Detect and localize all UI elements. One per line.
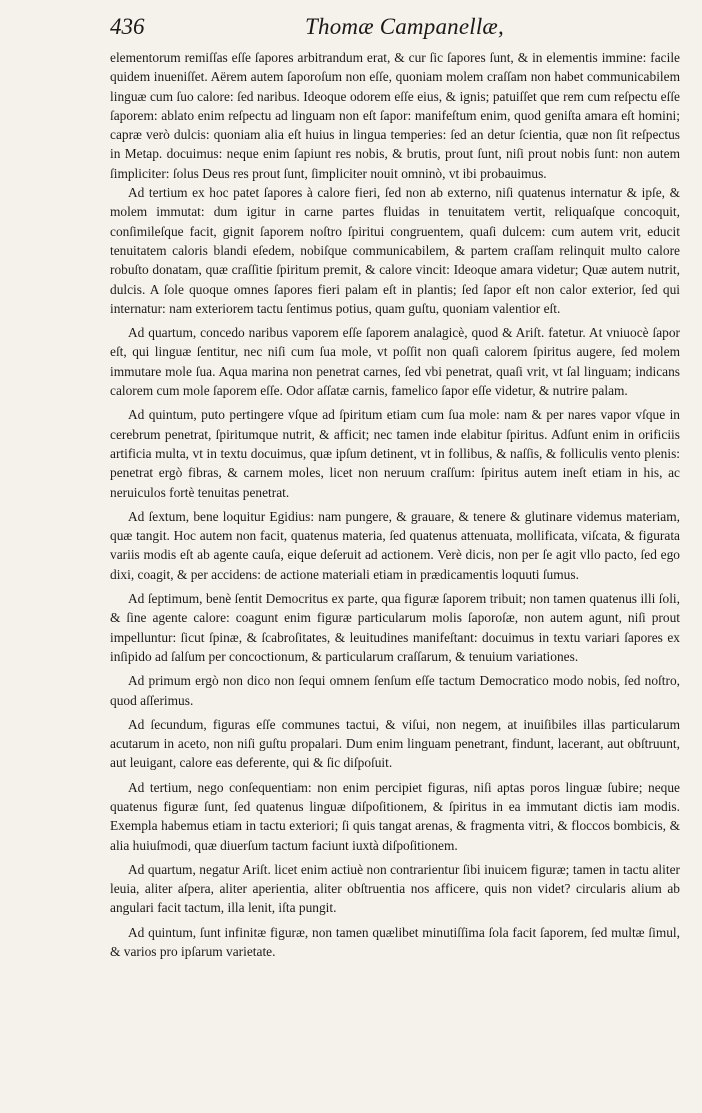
paragraph-ad-septimum: Ad ſeptimum, benè ſentit Democritus ex parte, qua figuræ ſaporem tribuit; non tamen quatenus illi ſoli, & ſine agente calore: coagunt enim figuræ particularum molis ſaporoſæ, non autem agunt, niſi prout impelluntur: ſicut ſpinæ, & ſcabroſitates, & leuitudines manifeſtant: docuimus in textu variari ſapores ex inſipido ad ſalſum per concoctionum, & particularum craſſarum, & tenuium variationes. bbox=[110, 591, 680, 664]
paragraph-ad-tertium-1: Ad tertium ex hoc patet ſapores à calore fieri, ſed non ab externo, niſi quatenus internatur & ipſe, & molem immutat: dum igitur in carne partes fluidas in tenuitatem vertit, reliquaſque concoquit, conſimileſque facit, gignit ſaporem noſtro ſpiritui congruentem, quaſi dulcem: cum autem vrit, educit tenuitatem caloris blandi eſedem, nobiſque communicabilem, & partem craſſam relinquit multo calore robuſto donatam, quæ craſſitie ſpiritum premit, & calore vincit: Ideoque amara videtur; Quæ autem nutrit, dulcis. A ſole quoque omnes ſapores fieri palam eſt in plantis; ſed ſapor eſt non calor exterior, ſed qui internatur: nam exteriorem tactu ſentimus potius, quam guſtu, quoniam valentior eſt. bbox=[110, 185, 680, 316]
body-text bbox=[110, 48, 680, 961]
paragraph-ad-quartum-2: Ad quartum, negatur Ariſt. licet enim actiuè non contrarientur ſibi inuicem figuræ; tamen in tactu aliter leuia, aliter aſpera, aliter aperientia, aliter obſtruentia nos afficere, quis non videt? circularis alium ab angulari facit tactum, illa lenit, iſta pungit. bbox=[110, 861, 680, 916]
page-header bbox=[110, 14, 662, 50]
paragraph-ad-sextum: Ad ſextum, bene loquitur Egidius: nam pungere, & grauare, & tenere & glutinare videmus materiam, quæ tangit. Hoc autem non facit, quatenus materia, ſed quatenus attenuata, mollificata, viſcata, & figurata variis modis eſt ab agente cauſa, eique deſeruit ad actionem. Verè dicis, non per ſe agit vllo pacto, ſed ego dixi, coagit, & per accidens: de actione materiali etiam in prædicamentis loquuti ſumus. bbox=[110, 508, 680, 582]
paragraph-ad-quintum-1: Ad quintum, puto pertingere vſque ad ſpiritum etiam cum ſua mole: nam & per nares vapor vſque in cerebrum penetrat, ſpiritumque nutrit, & afficit; nec tamen inde elabitur ſpiritus. Adſunt enim in orificiis artificia multa, vt in textu docuimus, quæ ipſum detinent, vt in follibus, & naſſis, & folliculis vento plenis: penetrat ergò fibras, & carnem moles, licet non neruum craſſum: ſpiritus autem ineſt etiam in his, ac neruiculos fortè tenuitas penetrat. bbox=[110, 407, 680, 500]
paragraph-ad-quartum-1: Ad quartum, concedo naribus vaporem eſſe ſaporem analagicè, quod & Ariſt. fatetur. At vniuocè ſapor eſt, qui linguæ ſentitur, nec niſi cum ſua mole, vt poſſit non quaſi calorem ſpiritus augere, ſed molem immutare mole ſua. Aqua marina non penetrat carnes, ſed vbi penetrat, quaſi vrit, vt ſal linguam; indicans calorem cum mole ſaporem eſſe. Odor aſſatæ carnis, famelico ſapor eſſe videtur, & nutrire palam. bbox=[110, 325, 680, 399]
running-head: Thomæ Campanellæ, bbox=[305, 14, 504, 39]
page-number: 436 bbox=[110, 14, 145, 39]
paragraph-continuation: elementorum remiſſas eſſe ſapores arbitrandum erat, & cur ſic ſapores ſunt, & in elementis immine: facile quidem inueniſſet. Aërem autem ſaporoſum non eſſe, quoniam molem craſſam non habet communicabilem linguæ cum ſuo calore: ſed naribus. Ideoque odorem eſſe eius, & ignis; patuiſſet que rem cum reſpectu eſſe ſaporem: ablato enim reſpectu ad linguam non eſt ſapor: manifeſtum enim, quod geniſta amara eſt homini; capræ verò dulcis: quoniam alia eſt huius in lingua temperies: ſed an detur ſcientia, quæ non ſit reſpectus in Metap. docuimus: neque enim ſapiunt res nobis, & brutis, prout ſunt, niſi prout nobis ſunt: non autem ſimpliciter: ſolus Deus res prout ſunt, ſimpliciter nouit omninò, vt ibi probauimus. bbox=[110, 50, 680, 181]
paragraph-ad-primum: Ad primum ergò non dico non ſequi omnem ſenſum eſſe tactum Democratico modo nobis, ſed noſtro, quod aſſerimus. bbox=[110, 673, 680, 708]
paragraph-ad-secundum: Ad ſecundum, figuras eſſe communes tactui, & viſui, non negem, at inuiſibiles illas particularum acutarum in aceto, non niſi guſtu propalari. Dum enim linguam penetrant, findunt, lacerant, aut obſtruunt, aut leuigant, calore eas deferente, qui & ſic diſpoſuit. bbox=[110, 716, 680, 771]
paragraph-ad-quintum-2: Ad quintum, ſunt infinitæ figuræ, non tamen quælibet minutiſſima ſola facit ſaporem, ſed multæ ſimul, & varios pro ipſarum varietate. bbox=[110, 924, 680, 960]
paragraph-ad-tertium-2: Ad tertium, nego conſequentiam: non enim percipiet figuras, niſi aptas poros linguæ ſubire; neque quatenus figuræ ſunt, ſed quatenus linguæ diſpoſitionem, & ſpiritus in ea immutant dictis iam modis. Exempla habemus etiam in tactu exteriori; ſi quis tangat arenas, & fragmenta vitri, & floccos bombicis, & alia huiuſmodi, quæ diuerſum tactum faciunt iuxtà diſpoſitionem. bbox=[110, 779, 680, 853]
